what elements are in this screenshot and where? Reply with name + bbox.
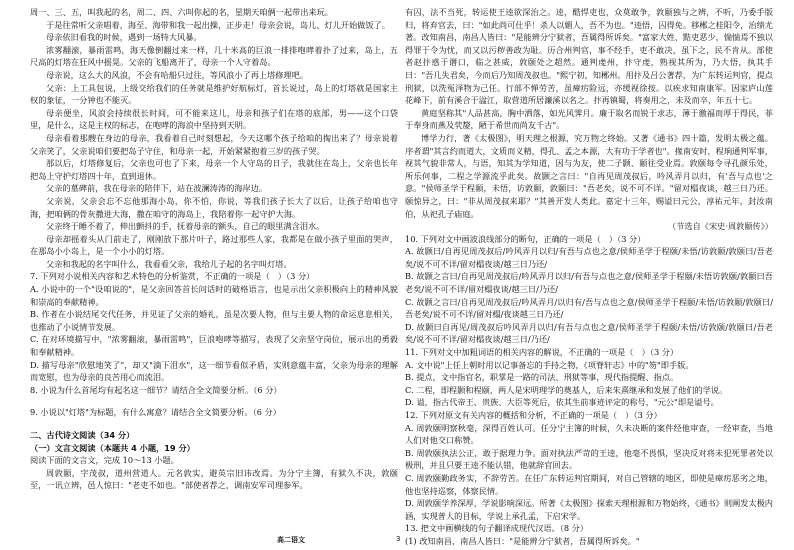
story-paragraph: 母亲便坐，风浪会持续很长时间，可不能来这儿，母亲和孩子们在塔的底部，男——这个口袋里，是什么，这是主权的标志，在咆哮的海浪中坚持到天明。 xyxy=(30,107,398,131)
story-paragraph: 父亲：上工具包说，上级交给我们的任务就是维护好航标灯，首长说过，岛上的灯塔就是国家主权的象征，一分钟也不能灭。 xyxy=(30,82,398,106)
answer-space xyxy=(30,396,398,406)
question-8: 8. 小说为什么首尾均有起名这一细节？请结合全文简要分析。（6 分） xyxy=(30,384,282,395)
subsection-title: （一）文言文阅读（本题共 4 小题，19 分） xyxy=(30,442,195,453)
question-10-option-b: B. 故颢之言曰/自再见周茂叔后/吟风弄月以归/有吾与点也之意/侯师圣学于程颐/未悟访敦颐/敦颐曰吾老矣/说不可不详/留对榻夜谈/越三日/乃还/ xyxy=(405,271,773,295)
section-title: 二、古代诗文阅读（34 分） xyxy=(30,430,135,440)
question-11-stem: 11. 下列对文中加粗词语的相关内容的解说，不正确的一项是（ ）（3 分） xyxy=(405,347,679,358)
footer-page-number: 3 xyxy=(396,535,401,543)
story-paragraph: 母亲看着那艘在身边的母亲，我看着自己时刻想起，今天这哪个孩子给咱的掏出来了？母亲说着父亲笑了，父亲说咱们要把岛子守住，和母亲一起，开始紧紧抱着三岁的孩子哭。 xyxy=(30,132,398,156)
question-9: 9. 小说以"灯塔"为标题，有什么寓意？请结合全文简要分析。（6 分） xyxy=(30,407,281,418)
question-12-option-a: A. 周敦颐明察秋毫，深得百姓认可。任分宁主簿的时候，久未决断的案件经他审查，一经审查，当地人们对他交口称赞。 xyxy=(405,422,773,446)
footer-subject: 高二语文 xyxy=(277,536,305,544)
question-13-part-1: (1) 改知南昌，南昌人皆曰："是能辨分宁狱者，吾属得所诉矣。" xyxy=(405,535,640,546)
question-10-option-d: D. 故颢曰自再见/周茂叔后吟风弄月以归/有吾与点也之意/侯师圣学于程颐/未悟/访敦颐/敦颐曰/吾老矣/说不可不详/留对榻夜谈/越三日/乃还/ xyxy=(405,321,773,345)
question-11-option-c: C. 二程，即程颢和程颐，两人是宋明理学的奠基人，后来朱熹继承和发展了他们的学说。 xyxy=(405,384,728,395)
classical-text-paragraph: 博学力行，著《太极图》，明天理之根源，究万物之终始。又著《通书》四十篇，发明太极之蕴。序者谓"其言约而道大，文质而义精，得孔、孟之本源，大有功于学者也"。掾南安时，程珦通判军事，视其气貌非常人，与语，知其为学知道，因与为友，使二子颢、颐往受业焉。敦颐每令寻孔颜乐处，所乐何事，二程之学源流乎此矣。故颢之言曰："自再见周茂叔后，吟风弄月以归，有'吾与点也'之意。"侯师圣学于程颐，未悟，访敦颐，敦颐曰："吾老矣，说不可不详。"留对榻夜谈，越三日乃还。颐惊异之，曰："非从周茂叔来耶？"其善开发人类此。嘉定十三年，赐谥曰元公，淳祐元年，封汝南伯，从祀孔子庙庭。 xyxy=(405,132,773,219)
question-7-option-a: A. 小说中的一个"设咱说的"，是父亲回答首长问话时的破格语言，也是示出父亲积极向上的精神风貌和崇高的奉献精神。 xyxy=(30,284,398,307)
question-13-stem: 13. 把文中画横线的句子翻译成现代汉语。（8 分） xyxy=(405,523,589,534)
story-paragraph: 母亲却摇着头从门前走了，刚刚放下那片叶子，路过那些人家，我都是在做小孩子里面的哭声，在那岛小小岛上，是一个小小的灯塔。 xyxy=(30,233,398,257)
question-10-option-a: A. 故颢曰/自再见周茂叔后/吟风弄月以归/有吾与点也之意/侯师圣学于程颐/未悟/访敦颐/敦颐曰/吾老矣/说不可不详/留对榻夜谈/越三日乃还/ xyxy=(405,246,773,269)
right-column xyxy=(405,6,773,548)
question-12-stem: 12. 下列对原文有关内容的概括和分析，不正确的一项是（ ）（3 分） xyxy=(405,410,662,420)
left-column xyxy=(30,6,398,492)
question-11-option-b: B. 提点，文中指官名，职掌是一路的司法、刑狱等事，现代指提醒、指点。 xyxy=(405,372,679,383)
question-7-option-b: B. 作者在小说结尾交代任务，并见证了父亲的婚礼，虽是次要人物，但与主要人物的命运息息相关，也推动了小说情节发展。 xyxy=(30,309,398,332)
question-10-stem: 10. 下列对文中画波浪线部分的断句，正确的一项是（ ）（3 分） xyxy=(405,233,646,244)
answer-space xyxy=(30,419,398,429)
question-12-option-b: B. 周敦颐执法公正，敢于据理力争。面对执法严苛的王逵，他毫不畏惧，坚决反对将未犯死罪者处以极刑，并且只要王逵不能认错，他就辞官回去。 xyxy=(405,447,773,471)
question-7-option-c: C. 在对环境描写中，"浓雾翻滚，暴雨雷鸣"，巨浪咆哮等描写，表现了父亲坚守岗位，展示出的勇毅和奉献精神。 xyxy=(30,334,398,358)
question-7-option-d: D. 描写母亲"欣慰地笑了"，却又"滴下泪水"，这一细节看似矛盾，实则意蕴丰富，父亲为母亲的理解而宽慰，也为母亲的良苦用心而流泪。 xyxy=(30,359,398,383)
question-12-option-c: C. 周敦颐勤政务实，不辞劳苦。在任广东转运判官期间，对自己管辖的地区，即使是瘴疠恶劣之地，他也坚持巡察，体察民情。 xyxy=(405,472,773,496)
question-11-option-d: D. 谥，指古代帝王、贵族、大臣等死后，依其生前事迹评定的称号，"元公"即是谥号。 xyxy=(405,397,719,408)
story-paragraph: 父亲和我起的名字叫什么，我看看父亲，我给儿子起的名字叫灯塔。 xyxy=(46,258,292,269)
classical-text-start: 周敦颐，字茂叔，道州营道人。元名敦实，避英宗旧讳改焉。为分宁主簿，有狱久不决，敦颐至，一讯立辨，邑人惊曰："老吏不如也。"部使者荐之，调南安军司理参军。 xyxy=(30,467,398,491)
reading-instruction: 阅读下面的文言文，完成 10～13 小题。 xyxy=(30,455,179,466)
question-11-option-a: A. 文中说"上任上朝时用以记事备忘的手持之物，《项脊轩志》中的"笏"即手版。 xyxy=(405,359,694,370)
page-footer xyxy=(0,535,794,547)
question-7-stem: 7. 下列对小说相关内容和艺术特色的分析鉴赏，不正确的一项是（ ）（3 分） xyxy=(30,271,315,282)
text-source: （节选自《宋史·周敦颐传》） xyxy=(668,221,773,232)
story-paragraph: 父亲终于睡不着了，伸出颤抖的手，抚着母亲的额头，自己的眼里满含泪水。 xyxy=(46,221,325,232)
question-10-option-c: C. 故颢之言曰/自再见周茂叔后/吟风弄月/以归有/吾与点也之意/侯师圣学于程颐/未悟/访敦颐/敦颐曰/吾老矣/说不可不详/留对榻/夜谈越三日乃还/ xyxy=(405,296,773,320)
story-paragraph: 母亲依旧看我的时候，遇到一场特大风暴。 xyxy=(46,32,202,43)
story-paragraph: 浓雾翻滚，暴雨雷鸣，海天像倒翻过来一样，几十米高的巨浪一排排咆哮着扑了过来，岛上，五尺高的灯塔在狂风中摇晃。父亲的飞船离开了，母亲一个人守着岛。 xyxy=(30,44,398,68)
story-paragraph: 父亲的墓碑前，我在母亲的陪伴下，站在波澜涛涛的海岸边。 xyxy=(46,183,268,194)
classical-text-paragraph: 有囚，法不当死，转运使王逵欲深治之。逵，酷悍吏也，众莫敢争，敦颐独与之辨，不听，乃委手版归，将弃官去，曰："如此尚可仕乎！杀人以媚人，吾不为也。"逵悟，囚得免。移郴之桂阳令，治绩尤著。改知南昌，南昌人皆曰："是能辨分宁狱者，吾属得所诉矣。"富家大姓、黠吏恶少，惴惴焉不独以得罪于令为忧，而又以污秽善政为耻。历合州判官，事不经手，吏不敢决，虽下之，民不肯从。部使者赵抃惑于谮口，临之甚威，敦颐处之超然。通判虔州，抃守虔，熟视其所为，乃大悟，执其手曰："吾几失君矣，今而后乃知周茂叔也。"熙宁初，知郴州。用抃及吕公著荐，为广东转运判官，提点刑狱，以洗冤泽物为己任。行部不惮劳苦，虽瘴疠险远，亦缓视徐按。以疾求知南康军。因家庐山莲花峰下，前有溪合于湓江，取营道所居濂溪以名之。抃再镇蜀，将奏用之，未及而卒，年五十七。 xyxy=(405,7,773,106)
question-12-option-d: D. 周敦颐学养深厚，学说影响深远。所著《太极图》探索天理根源和万物始终，《通书》则阐发太极内涵，实现普人的目标，学说上承孔孟，下启宋学。 xyxy=(405,498,773,521)
story-paragraph: 于是往常听父亲唱着，海至、海带和我一起出操，正步走！母亲会说，岛儿、灯儿开始做饭了。 xyxy=(46,19,390,30)
story-paragraph: 那以后，灯塔修复后，父亲也可也了下来，母亲一个人守岛的日子，我就住在岛上，父亲也长年把岛上守护灯塔四十年，直到退休。 xyxy=(30,158,398,181)
classical-text-paragraph: 黄庭坚称其"人品甚高，胸中洒落，如光风霁月。廉于取名而锐于求志，薄于徼福而厚于得民，菲于奉身而燕及茕嫠，陋于希世而尚友千古"。 xyxy=(405,107,773,131)
story-paragraph: 父亲说，父亲会忘不忘他那海小岛，你不怕，你说，等我们孩子长大了以后，让孩子给咱也守海，把咱俩的骨灰撒进大海，撒在咱守的海岛上，我陪着你一起守护大海。 xyxy=(30,195,398,219)
story-paragraph: 母亲说，这么大的风浪，不会有哈船只过往，等风浪小了再上塔修理吧。 xyxy=(46,69,309,80)
story-paragraph: 周一、三、五，叫我起的名，周二、四、六叫你起的名，星期天咱俩一起带出来玩。 xyxy=(30,7,333,17)
